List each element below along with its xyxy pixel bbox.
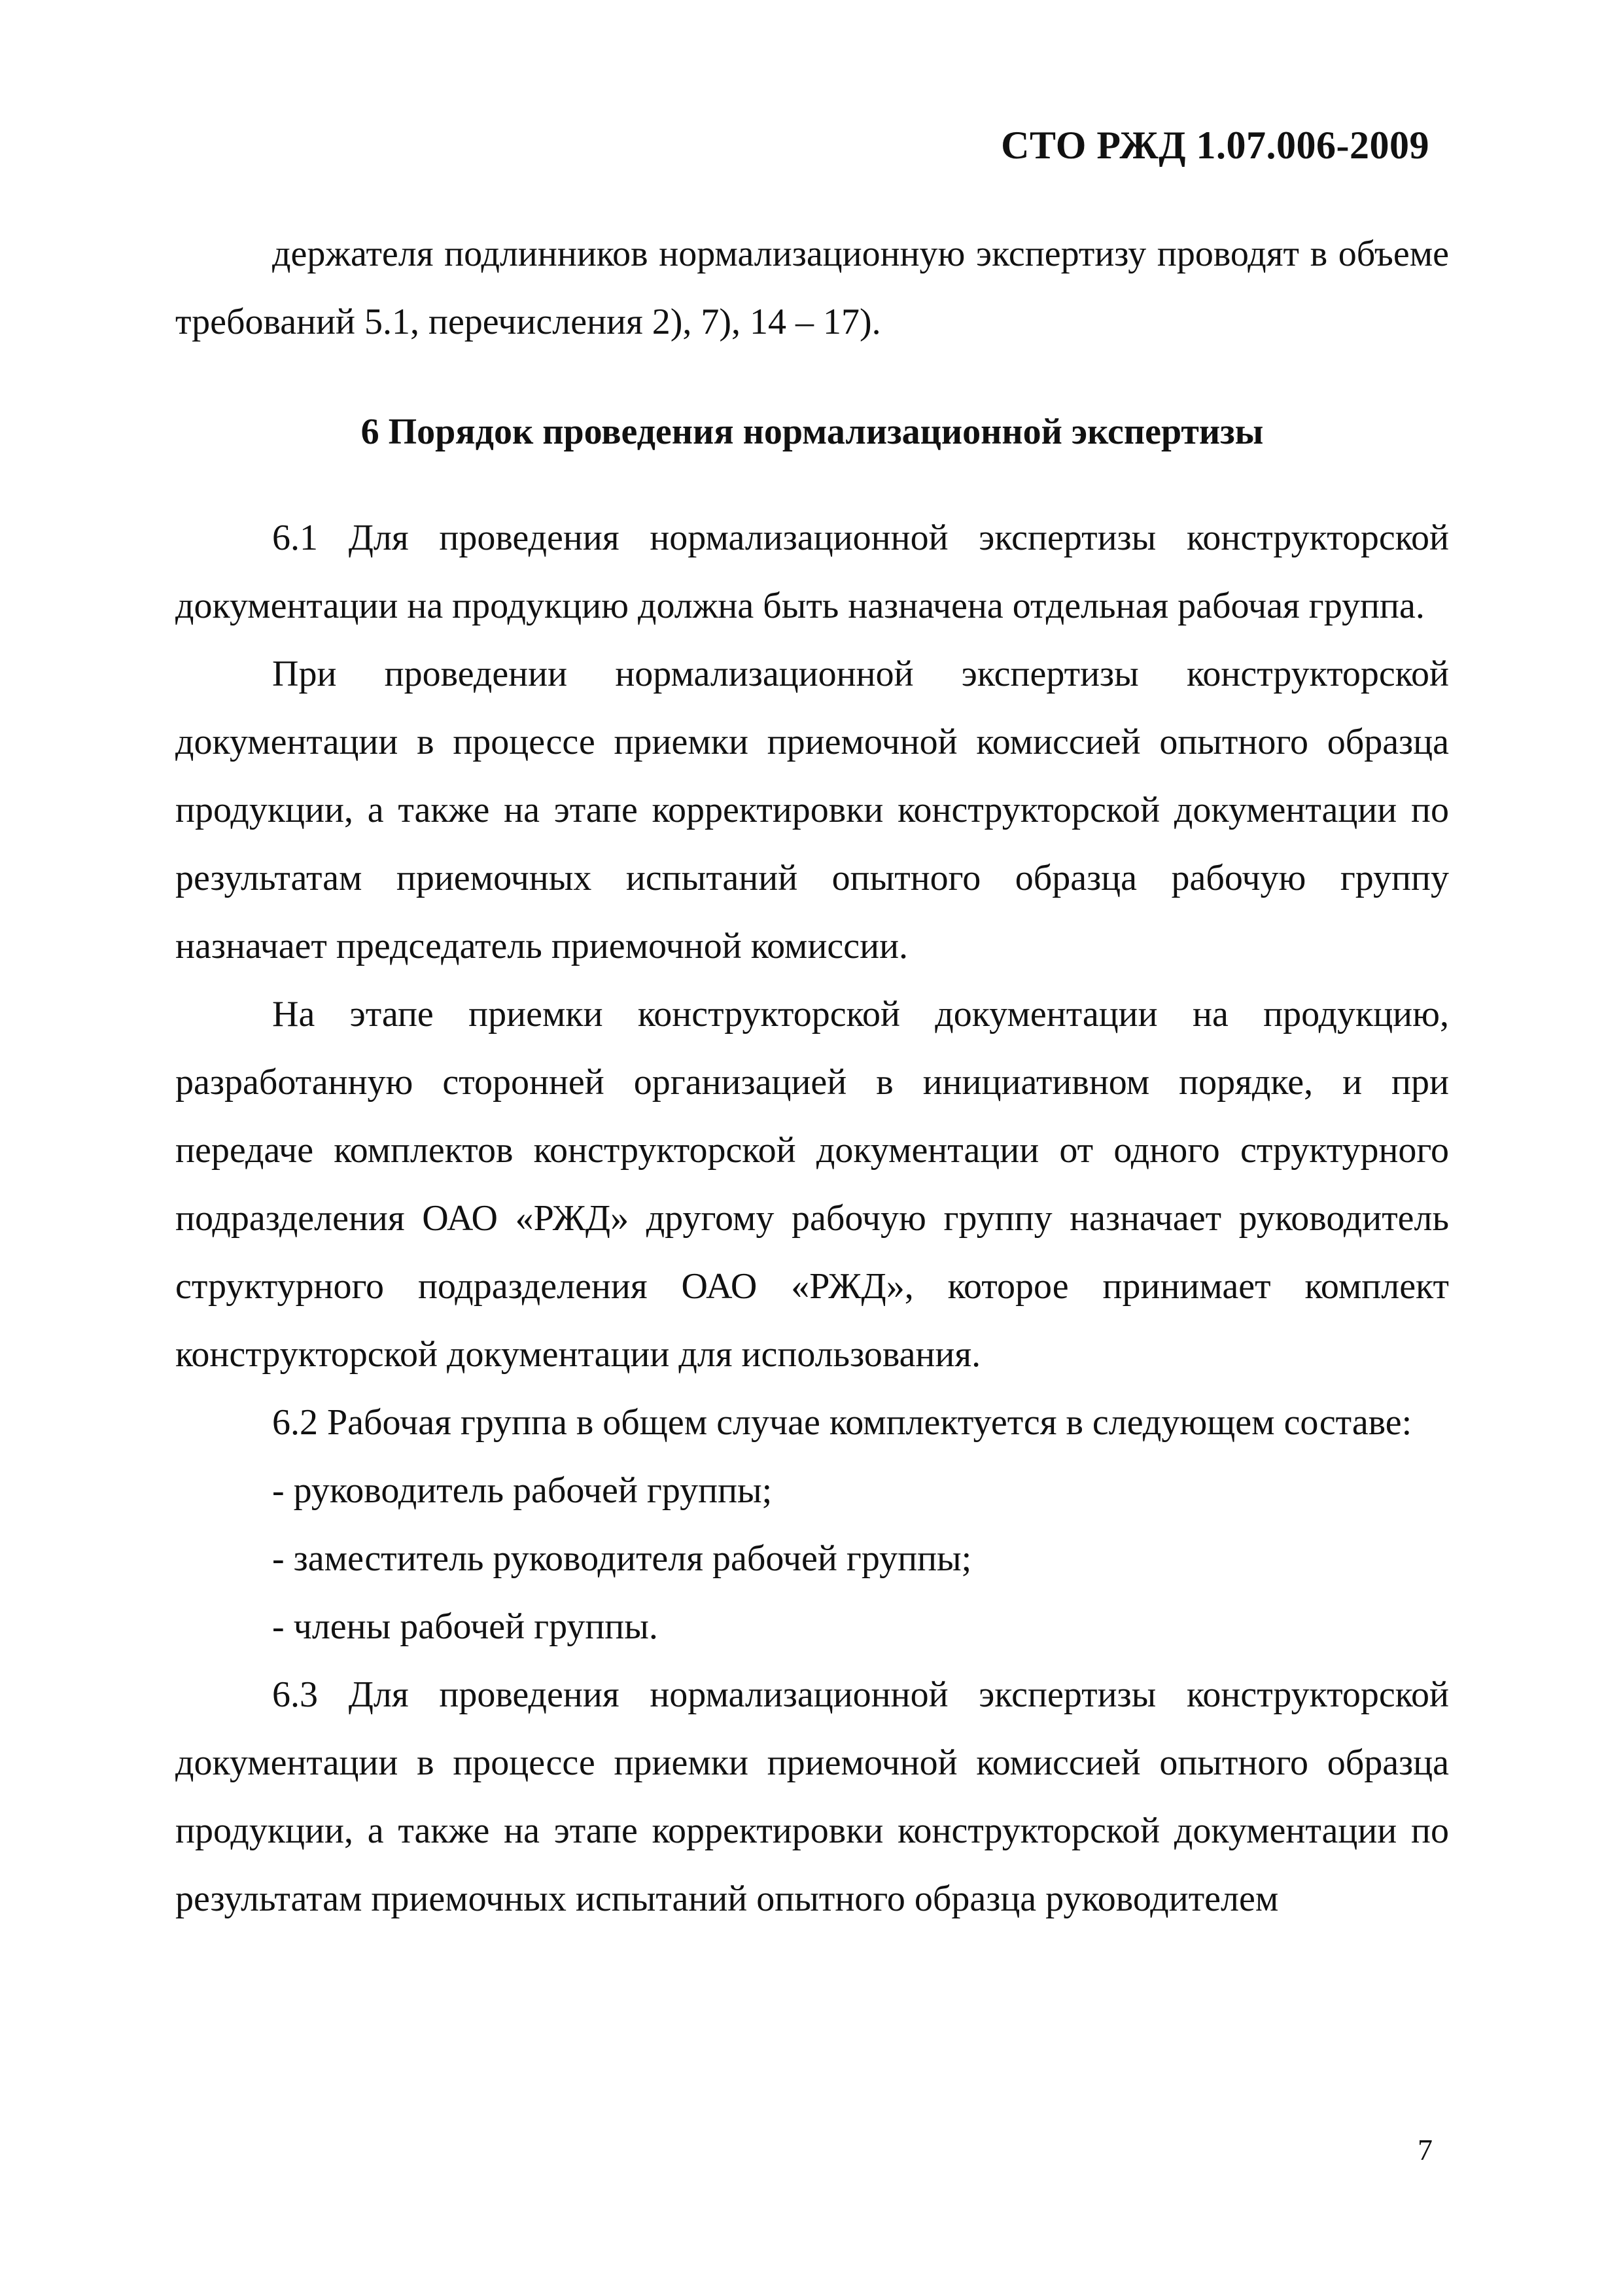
list-item: - члены рабочей группы. bbox=[272, 1606, 658, 1647]
continuation-paragraph: держателя подлинников нормализационную экспертизу проводят в объеме требований 5.1, перечисления 2), 7), 14 – 17). bbox=[175, 234, 1449, 342]
page-number: 7 bbox=[1418, 2133, 1433, 2166]
paragraph-6-1-commission: При проведении нормализационной экспертизы конструкторской документации в процессе приемки приемочной комиссией опытного образца продукции, а также на этапе корректировки конструкторской документации по результатам приемочных испытаний опытного образца рабочую группу назначает председатель приемочной комиссии. bbox=[175, 654, 1449, 966]
working-group-list bbox=[175, 1457, 1449, 1661]
list-item: - руководитель рабочей группы; bbox=[272, 1470, 773, 1511]
section-body bbox=[175, 504, 1449, 1933]
list-item: - заместитель руководителя рабочей группы; bbox=[272, 1538, 972, 1579]
continuation-block bbox=[175, 220, 1449, 356]
section-heading: 6 Порядок проведения нормализационной экспертизы bbox=[360, 412, 1264, 452]
document-code-header: СТО РЖД 1.07.006-2009 bbox=[1001, 124, 1429, 167]
paragraph-6-1-acceptance: На этапе приемки конструкторской документации на продукцию, разработанную сторонней организацией в инициативном порядке, и при передаче комплектов конструкторской документации от одного структурного подразделения ОАО «РЖД» другому рабочую группу назначает руководитель структурного подразделения ОАО «РЖД», которое принимает комплект конструкторской документации для использования. bbox=[175, 994, 1449, 1375]
paragraph-6-1: 6.1 Для проведения нормализационной экспертизы конструкторской документации на продукцию должна быть назначена отдельная рабочая группа. bbox=[175, 518, 1449, 626]
paragraph-6-3: 6.3 Для проведения нормализационной экспертизы конструкторской документации в процессе приемки приемочной комиссией опытного образца продукции, а также на этапе корректировки конструкторской документации по результатам приемочных испытаний опытного образца руководителем bbox=[175, 1674, 1449, 1919]
paragraph-6-2: 6.2 Рабочая группа в общем случае комплектуется в следующем составе: bbox=[272, 1402, 1412, 1443]
